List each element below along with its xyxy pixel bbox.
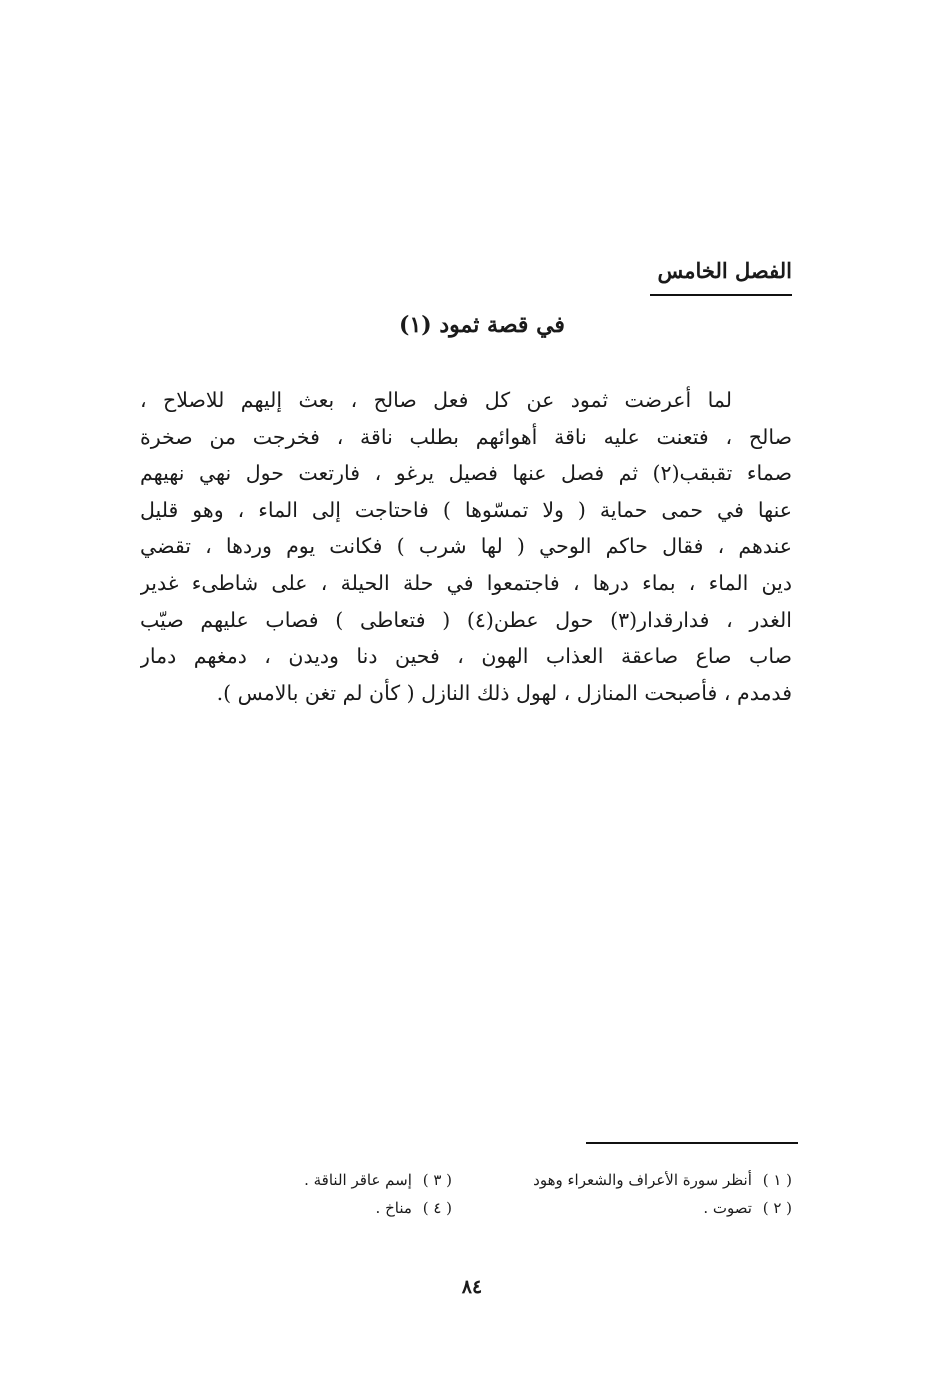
footnote-2 — [452, 1194, 792, 1222]
body-line: صالح ، فتعنت عليه ناقة أهوائهم بطلب ناقة ، فخرجت من صخرة — [140, 424, 792, 449]
footnote-number: ( ٤ ) — [422, 1199, 452, 1217]
body-line: فدمدم ، فأصبحت المنازل ، لهول ذلك النازل ( كأن لم تغن بالامس ). — [216, 680, 792, 705]
footnote-3 — [232, 1166, 452, 1194]
footnote-number: ( ١ ) — [762, 1171, 792, 1189]
section-title: في قصة ثمود (١) — [399, 312, 565, 338]
footnote-text: تصوت . — [703, 1199, 752, 1217]
body-line: دين الماء ، بماء درها ، فاجتمعوا في حلة الحيلة ، على شاطىء غدير — [140, 570, 792, 595]
footnote-number: ( ٣ ) — [422, 1171, 452, 1189]
footnote-number: ( ٢ ) — [762, 1199, 792, 1217]
footnote-text: مناخ . — [375, 1199, 412, 1217]
body-paragraph — [140, 382, 792, 711]
body-line: عندهم ، فقال حاكم الوحي ( لها شرب ) فكانت يوم وردها ، تقضي — [140, 534, 792, 559]
body-line: صماء تقبقب(٢) ثم فصل عنها فصيل يرغو ، فارتعت حول نهي نهيهم — [140, 461, 792, 486]
footnote-text: إسم عاقر الناقة . — [304, 1171, 412, 1189]
footnote-separator — [586, 1142, 798, 1144]
footnote-row — [232, 1166, 792, 1194]
footnote-4 — [232, 1194, 452, 1222]
page-number: ٨٤ — [461, 1276, 483, 1298]
footnote-row — [232, 1194, 792, 1222]
chapter-heading: الفصل الخامس — [657, 258, 792, 283]
body-line: عنها في حمى حماية ( ولا تمسّوها ) فاحتاجت إلى الماء ، وهو قليل — [140, 497, 792, 522]
footnote-1 — [452, 1166, 792, 1194]
body-line: لما أعرضت ثمود عن كل فعل صالح ، بعث إليهم للاصلاح ، — [140, 388, 732, 412]
footnote-text: أنظر سورة الأعراف والشعراء وهود — [533, 1171, 752, 1189]
chapter-heading-underline — [650, 294, 792, 296]
footnotes — [232, 1166, 792, 1222]
body-line: الغدر ، فدارقدار(٣) حول عطن(٤) ( فتعاطى ) فصاب عليهم صيّب — [140, 607, 792, 632]
body-line: صاب صاع صاعقة العذاب الهون ، فحين دنا وديدن ، دمغهم دمار — [140, 644, 792, 669]
